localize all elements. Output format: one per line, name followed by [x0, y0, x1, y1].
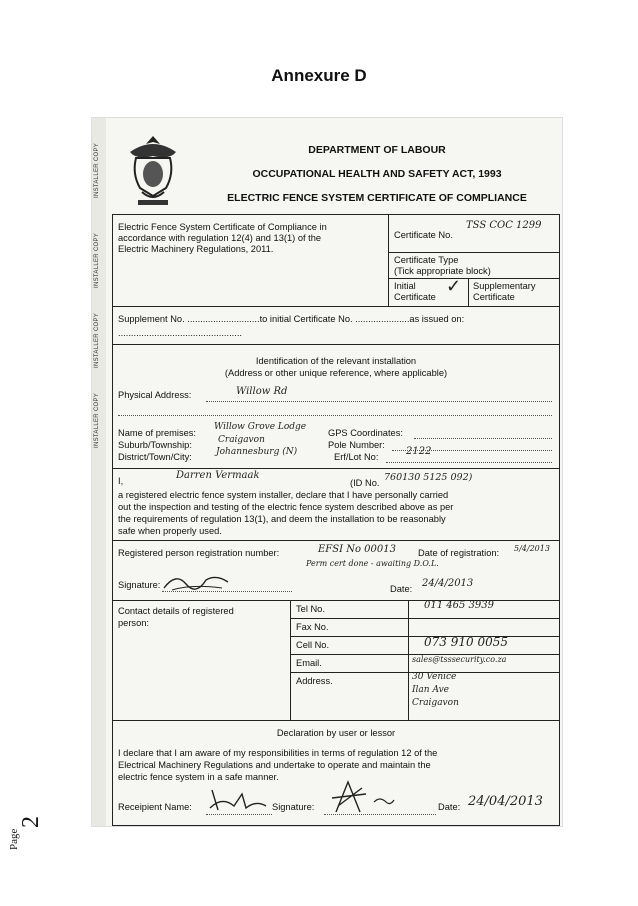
side-label: INSTALLER COPY [94, 312, 100, 368]
recipient-name-signature-icon [206, 786, 270, 814]
dotted-line [206, 814, 272, 815]
cell-label: Cell No. [296, 640, 330, 650]
divider [112, 720, 560, 721]
installer-id-value: 760130 5125 092) [384, 472, 473, 483]
divider [112, 344, 560, 345]
header-line-1: DEPARTMENT OF LABOUR [308, 144, 446, 156]
address-line-3: Craigavon [412, 698, 459, 708]
email-label: Email. [296, 658, 322, 668]
header-line-3: ELECTRIC FENCE SYSTEM CERTIFICATE OF COMPLIANCE [227, 192, 527, 204]
installer-name: Darren Vermaak [176, 470, 260, 481]
user-declaration-line-2: Electrical Machinery Regulations and undertake to operate and maintain the [118, 760, 431, 770]
supplement-line-2: ................................................ [118, 328, 242, 338]
cert-no-value: TSS COC 1299 [466, 220, 542, 231]
user-date-value: 24/04/2013 [468, 794, 543, 809]
user-declaration-line-3: electric fence system in a safe manner. [118, 772, 279, 782]
cert-type-label: Certificate Type [394, 255, 459, 265]
registration-number-value: EFSI No 00013 [318, 544, 396, 555]
user-declaration-line-1: I declare that I am aware of my responsibilities in terms of regulation 12 of the [118, 748, 438, 758]
intro-line-3: Electric Machinery Regulations, 2011. [118, 244, 274, 254]
registration-signature-label: Signature: [118, 580, 161, 590]
suburb-value: Craigavon [218, 435, 265, 445]
user-signature-label: Signature: [272, 802, 315, 812]
page-word: Page [8, 828, 20, 850]
cert-no-label: Certificate No. [394, 230, 453, 240]
certificate-form [106, 214, 562, 826]
initial-label-2: Certificate [394, 292, 436, 302]
divider [112, 540, 560, 541]
district-value: Johannesburg (N) [216, 447, 298, 457]
identification-title: Identification of the relevant installation [255, 356, 417, 366]
installer-declaration-line-2: out the inspection and testing of the electric fence system described above as per [118, 502, 454, 512]
installer-id-label: (ID No. [350, 478, 380, 488]
gps-label: GPS Coordinates: [328, 428, 403, 438]
pole-number-label: Pole Number: [328, 440, 385, 450]
cell-value: 073 910 0055 [424, 635, 508, 649]
intro-line-2: accordance with regulation 12(4) and 13(1) of the [118, 233, 322, 243]
side-label: INSTALLER COPY [94, 232, 100, 288]
dotted-line [162, 591, 292, 592]
tick-mark: ✓ [446, 276, 462, 297]
supplementary-label: Supplementary [473, 281, 536, 291]
registration-date-sign-label: Date: [390, 584, 413, 594]
contact-label: Contact details of registered [118, 606, 234, 616]
coat-of-arms-icon [122, 130, 184, 210]
tel-value: 011 465 3939 [424, 600, 494, 611]
erf-label: Erf/Lot No: [334, 452, 379, 462]
installer-declaration-line-3: the requirements of regulation 13(1), and deem the installation to be reasonably [118, 514, 446, 524]
installer-declaration-line-4: safe when properly used. [118, 526, 222, 536]
registration-date-sign-value: 24/4/2013 [422, 578, 474, 589]
recipient-name-label: Receipient Name: [118, 802, 192, 812]
registration-note: Perm cert done - awaiting D.O.L. [306, 559, 439, 568]
page-number: 2 [18, 816, 44, 828]
divider [290, 618, 560, 619]
address-line-1: 30 Venice [412, 672, 457, 682]
divider [388, 214, 389, 306]
premises-label: Name of premises: [118, 428, 197, 438]
annexure-title: Annexure D [271, 66, 367, 85]
divider [388, 252, 560, 253]
header-line-2: OCCUPATIONAL HEALTH AND SAFETY ACT, 1993 [252, 168, 502, 180]
user-declaration-title: Declaration by user or lessor [276, 728, 396, 738]
divider [468, 278, 469, 306]
divider [112, 468, 560, 469]
physical-address-label: Physical Address: [118, 390, 192, 400]
dotted-line [324, 814, 436, 815]
dotted-line [118, 415, 552, 416]
fax-label: Fax No. [296, 622, 329, 632]
erf-value: 2122 [406, 446, 432, 457]
side-label: INSTALLER COPY [94, 392, 100, 448]
side-strip [92, 118, 106, 826]
side-label: INSTALLER COPY [94, 142, 100, 198]
intro-line-1: Electric Fence System Certificate of Compliance in [118, 222, 327, 232]
divider [112, 306, 560, 307]
initial-label: Initial [394, 281, 416, 291]
dotted-line [206, 401, 552, 402]
installer-declaration-line-1: a registered electric fence system installer, declare that I have personally carried [118, 490, 449, 500]
email-value: sales@tsssecurity.co.za [412, 655, 507, 664]
contact-label-2: person: [118, 618, 150, 628]
address-label: Address. [296, 676, 333, 686]
scanned-certificate [92, 118, 562, 826]
tel-label: Tel No. [296, 604, 325, 614]
registration-date-value: 5/4/2013 [514, 544, 550, 553]
divider [388, 278, 560, 279]
address-line-2: Ilan Ave [412, 685, 450, 695]
user-date-label: Date: [438, 802, 461, 812]
cert-type-hint: (Tick appropriate block) [394, 266, 491, 276]
dotted-line [414, 438, 552, 439]
dotted-line [386, 462, 552, 463]
district-label: District/Town/City: [118, 452, 192, 462]
premises-value: Willow Grove Lodge [214, 422, 307, 432]
physical-address-value: Willow Rd [236, 386, 288, 397]
user-signature-icon [326, 780, 396, 816]
supplement-line: Supplement No. ............................to initial Certificate No. .....................as issued on: [118, 314, 465, 324]
identification-subtitle: (Address or other unique reference, where applicable) [224, 368, 448, 378]
supplementary-label-2: Certificate [473, 292, 515, 302]
installer-i-label: I, [118, 476, 124, 486]
registration-number-label: Registered person registration number: [118, 548, 280, 558]
registration-date-label: Date of registration: [418, 548, 500, 558]
suburb-label: Suburb/Township: [118, 440, 192, 450]
